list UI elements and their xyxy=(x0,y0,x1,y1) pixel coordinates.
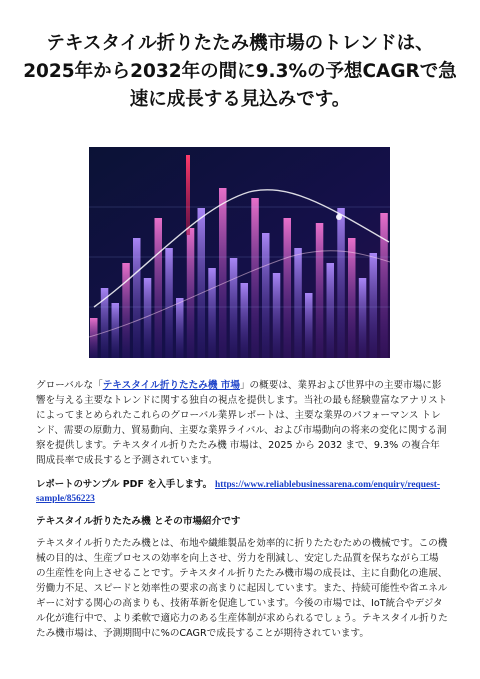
decor-bar xyxy=(262,233,270,358)
title-line-3: 速に成長する見込みです。 xyxy=(129,89,351,110)
section-paragraph: テキスタイル折りたたみ機とは、布地や繊維製品を効率的に折りたたむための機械です。この機械の目的は、生産プロセスの効率を向上させ、労力を削減し、安定した品質を保ちながら工場の生産性を向上させることです。テキスタイル折りたたみ機市場の成長は、主に自動化の進展、労働力不足、スピードと効率性の要求の高まりに起因しています。また、持続可能性や省エネルギーに対する関心の高まりも、技術革新を促進しています。今後の市場では、IoT統合やデジタル化が進行中で、より柔軟で適応力のある生産体制が求められるでしょう。テキスタイル折りたたみ機市場は、予測期間中に%のCAGRで成長することが期待されています。 xyxy=(36,538,448,639)
decor-bar xyxy=(230,258,238,358)
decor-bar xyxy=(122,263,130,358)
decor-bar xyxy=(305,293,313,358)
decor-bar xyxy=(337,208,345,358)
decor-bar xyxy=(112,303,120,358)
hero-image xyxy=(89,147,390,358)
title-line-2: 2025年から2032年の間に9.3%の予想CAGRで急 xyxy=(23,61,457,82)
decor-bar xyxy=(155,218,163,358)
decor-bar xyxy=(241,283,249,358)
decor-bar xyxy=(208,268,216,358)
sample-paragraph xyxy=(36,478,448,506)
decor-bar xyxy=(219,188,227,358)
decor-bar xyxy=(90,318,98,358)
market-link[interactable]: テキスタイル折りたたみ機 市場 xyxy=(102,380,240,391)
decor-bar xyxy=(327,263,335,358)
section-heading: テキスタイル折りたたみ機 とその市場紹介です xyxy=(36,516,241,527)
sample-label: レポートのサンプル PDF を入手します。 xyxy=(36,479,212,490)
decor-bar xyxy=(284,218,292,358)
decor-bar xyxy=(144,278,152,358)
decor-bar xyxy=(294,248,302,358)
decor-bar xyxy=(187,228,195,358)
accent-bar xyxy=(186,155,190,235)
sample-link[interactable]: https://www.reliablebusinessarena.com/enquiry/request-sample/856223 xyxy=(36,480,440,504)
decor-bar xyxy=(165,248,173,358)
abstract-bar-chart-graphic xyxy=(89,147,390,358)
title-line-1: テキスタイル折りたたみ機市場のトレンドは、 xyxy=(46,33,434,54)
decor-bar xyxy=(273,273,281,358)
decor-bar xyxy=(359,278,367,358)
decor-bar xyxy=(370,253,378,358)
decor-bar xyxy=(133,238,141,358)
decor-bar xyxy=(316,223,324,358)
intro-paragraph: グローバルな「テキスタイル折りたたみ機 市場」の概要は、業界および世界中の主要市場に影響を与える主要なトレンドに関する独自の視点を提供します。当社の最も経験豊富なアナリストによってまとめられたこれらのグローバル業界レポートは、主要な業界のパフォーマンス トレンド、需要の原動力、貿易動向、主要な業界ライバル、および市場動向の将来の変化に関する洞察を提供します。テキスタイル折りたたみ機 市場は、2025 から 2032 まで、9.3% の複合年間成長率で成長すると予測されています。 xyxy=(36,380,448,466)
decor-bar xyxy=(348,238,356,358)
decor-bar xyxy=(380,213,388,358)
decor-bar xyxy=(198,208,206,358)
page-title xyxy=(20,30,460,114)
decor-bar xyxy=(251,198,258,358)
